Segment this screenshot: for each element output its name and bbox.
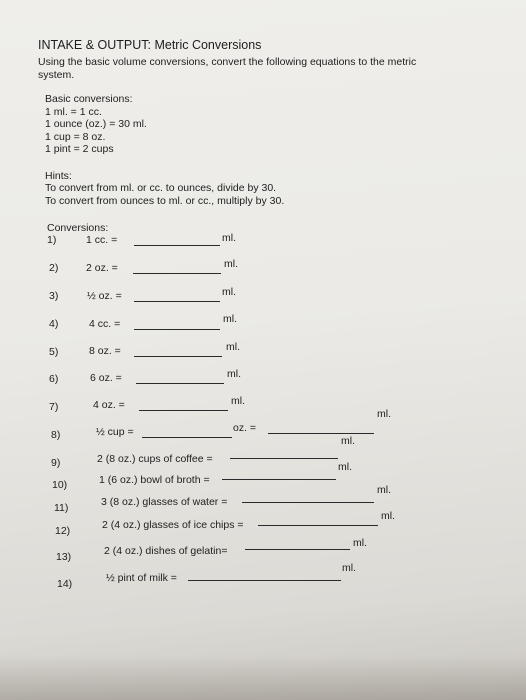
item-mid-unit: oz. = xyxy=(233,422,257,434)
item-question: 3 (8 oz.) glasses of water = xyxy=(101,496,228,508)
item-unit: ml. xyxy=(377,484,391,496)
item-question: 1 cc. = xyxy=(86,234,118,246)
answer-blank[interactable] xyxy=(134,329,220,330)
item-unit: ml. xyxy=(341,435,355,447)
basic-conversion-line: 1 ml. = 1 cc. xyxy=(45,106,102,118)
item-question: 2 (8 oz.) cups of coffee = xyxy=(97,453,213,465)
item-question: ½ oz. = xyxy=(87,290,122,302)
item-unit: ml. xyxy=(338,461,352,473)
basic-conversion-line: 1 ounce (oz.) = 30 ml. xyxy=(45,118,147,130)
item-question: 6 oz. = xyxy=(90,372,122,384)
instructions-line-1: Using the basic volume conversions, convert the following equations to the metric xyxy=(38,56,417,68)
item-unit: ml. xyxy=(353,537,367,549)
item-number: 13) xyxy=(56,551,72,563)
answer-blank[interactable] xyxy=(230,458,338,459)
answer-blank[interactable] xyxy=(134,356,222,357)
answer-blank[interactable] xyxy=(258,525,378,526)
item-number: 7) xyxy=(49,401,59,413)
answer-blank[interactable] xyxy=(134,245,220,246)
item-unit: ml. xyxy=(231,395,245,407)
answer-blank[interactable] xyxy=(222,479,336,480)
answer-blank[interactable] xyxy=(139,410,228,411)
item-number: 9) xyxy=(51,457,61,469)
item-unit: ml. xyxy=(224,258,238,270)
hint-line: To convert from ounces to ml. or cc., multiply by 30. xyxy=(45,195,285,207)
item-unit: ml. xyxy=(226,341,240,353)
answer-blank[interactable] xyxy=(134,301,220,302)
item-number: 14) xyxy=(57,578,73,590)
conversions-heading: Conversions: xyxy=(47,222,109,234)
item-number: 5) xyxy=(49,346,59,358)
answer-blank[interactable] xyxy=(142,437,232,438)
answer-blank[interactable] xyxy=(133,273,221,274)
item-question: 1 (6 oz.) bowl of broth = xyxy=(99,474,210,486)
answer-blank[interactable] xyxy=(136,383,224,384)
basic-conversions-heading: Basic conversions: xyxy=(45,93,133,105)
item-number: 12) xyxy=(55,525,71,537)
item-question: 2 (4 oz.) dishes of gelatin= xyxy=(104,545,228,557)
bleed-through-text xyxy=(285,14,290,30)
item-question: 2 (4 oz.) glasses of ice chips = xyxy=(102,519,244,531)
item-number: 6) xyxy=(49,373,59,385)
item-question: 4 oz. = xyxy=(93,399,125,411)
item-number: 3) xyxy=(49,290,59,302)
answer-blank[interactable] xyxy=(245,549,350,550)
item-unit: ml. xyxy=(227,368,241,380)
item-question: 8 oz. = xyxy=(89,345,121,357)
item-question: ½ pint of milk = xyxy=(106,572,177,584)
photo-shadow xyxy=(0,655,526,700)
item-number: 1) xyxy=(47,234,57,246)
page-title: INTAKE & OUTPUT: Metric Conversions xyxy=(38,38,262,52)
item-number: 4) xyxy=(49,318,59,330)
item-number: 10) xyxy=(52,479,68,491)
hints-heading: Hints: xyxy=(45,170,72,182)
hint-line: To convert from ml. or cc. to ounces, divide by 30. xyxy=(45,182,277,194)
item-number: 11) xyxy=(54,502,69,514)
basic-conversion-line: 1 pint = 2 cups xyxy=(45,143,114,155)
answer-blank[interactable] xyxy=(242,502,374,503)
item-unit: ml. xyxy=(222,232,236,244)
instructions-line-2: system. xyxy=(38,69,75,81)
item-number: 8) xyxy=(51,429,61,441)
answer-blank[interactable] xyxy=(188,580,341,581)
item-unit: ml. xyxy=(377,408,391,420)
answer-blank[interactable] xyxy=(268,433,374,434)
item-unit: ml. xyxy=(223,313,237,325)
item-unit: ml. xyxy=(342,562,356,574)
item-question: 2 oz. = xyxy=(86,262,118,274)
item-question: ½ cup = xyxy=(96,426,134,438)
item-unit: ml. xyxy=(222,286,236,298)
item-question: 4 cc. = xyxy=(89,318,121,330)
item-unit: ml. xyxy=(381,510,395,522)
item-number: 2) xyxy=(49,262,59,274)
basic-conversion-line: 1 cup = 8 oz. xyxy=(45,131,106,143)
